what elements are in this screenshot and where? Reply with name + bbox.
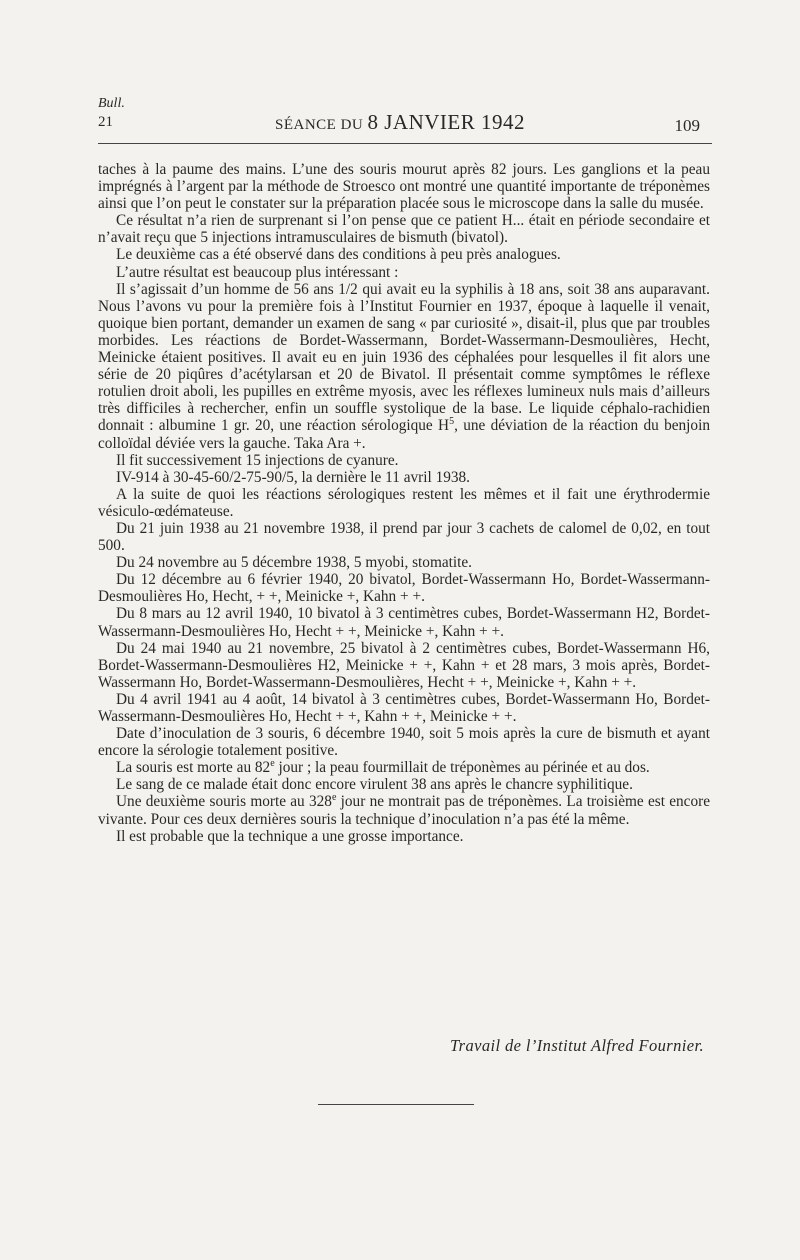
paragraph-text: jour ; la peau fourmillait de tréponèmes au périnée et au dos. [274, 759, 650, 777]
paragraph-text: Il s’agissait d’un homme de 56 ans 1/2 qui avait eu la syphilis à 18 ans, soit 38 ans auparavant. Nous l’avons vu pour la première fois à l’Institut Fournier en 1937, époque à laquelle il venait, quoique bien portant, demander un examen de sang « par curiosité », disait-il, plus que par troubles morbides. Les réactions de Bordet-Wassermann, Bordet-Wassermann-Desmoulières, Hecht, Meinicke étaient positives. Il avait eu en juin 1936 des céphalées pour lesquelles il fit alors une série de 20 piqûres d’acétylarsan et 20 de Bivatol. Il présentait comme symptômes le réflexe rotulien droit aboli, les pupilles en extrême myosis, avec les réflexes lumineux nuls mais d’ailleurs très difficiles à rechercher, enfin un souffle systolique de la base. Le liquide céphalo-rachidien donnait : albumine 1 gr. 20, une réaction sérologique H [98, 280, 710, 435]
paragraph [98, 793, 710, 827]
paragraph: IV-914 à 30-45-60/2-75-90/5, la dernière le 11 avril 1938. [116, 468, 471, 486]
paragraph: Il fit successivement 15 injections de cyanure. [116, 451, 399, 469]
volume-number: 21 [98, 114, 113, 130]
article-body [98, 161, 710, 845]
paragraph: Du 24 novembre au 5 décembre 1938, 5 myobi, stomatite. [116, 554, 472, 572]
paragraph-text: Une deuxième souris morte au 328 [116, 793, 332, 811]
paragraph: Du 24 mai 1940 au 21 novembre, 25 bivatol à 2 centimètres cubes, Bordet-Wassermann H6, Bordet-Wassermann-Desmoulières H2, Meinicke + +, Kahn + et 28 mars, 3 mois après, Bordet-Wassermann Ho, Bordet-Wassermann-Desmoulières, Hecht + +, Meinicke +, Kahn + +. [98, 639, 710, 691]
paragraph: A la suite de quoi les réactions sérologiques restent les mêmes et il fait une érythrodermie vésiculo-œdémateuse. [98, 485, 710, 520]
paragraph: Du 12 décembre au 6 février 1940, 20 bivatol, Bordet-Wassermann Ho, Bordet-Wassermann-Desmoulières Ho, Hecht, + +, Meinicke +, Kahn + +. [98, 571, 710, 606]
page-number: 109 [674, 116, 700, 135]
paragraph: Du 21 juin 1938 au 21 novembre 1938, il prend par jour 3 cachets de calomel de 0,02, en tout 500. [98, 519, 710, 555]
superscript: e [270, 758, 275, 770]
paragraph: Le deuxième cas a été observé dans des conditions à peu près analogues. [116, 246, 561, 264]
header-rule [98, 143, 712, 144]
running-title-prefix: SÉANCE DU [274, 117, 364, 133]
footer-rule [318, 1104, 474, 1105]
paragraph: Il est probable que la technique a une grosse importance. [116, 827, 464, 845]
paragraph-text: La souris est morte au 82 [116, 759, 271, 777]
superscript: 5 [449, 416, 455, 428]
institution-signature: Travail de l’Institut Alfred Fournier. [450, 1036, 704, 1055]
paragraph-text: , une déviation de la réaction du benjoin colloïdal déviée vers la gauche. Taka Ara +. [98, 417, 710, 452]
paragraph: Du 4 avril 1941 au 4 août, 14 bivatol à 3 centimètres cubes, Bordet-Wassermann Ho, Bordet-Wassermann-Desmoulières Ho, Hecht + +, Kahn + +, Meinicke + +. [98, 690, 710, 725]
paragraph [98, 281, 710, 452]
paragraph: Ce résultat n’a rien de surprenant si l’on pense que ce patient H... était en période secondaire et n’avait reçu que 5 injections intramusculaires de bismuth (bivatol). [98, 212, 710, 247]
paragraph [98, 759, 710, 776]
paragraph: taches à la paume des mains. L’une des souris mourut après 82 jours. Les ganglions et la peau imprégnés à l’argent par la méthode de Stroesco ont montré une quantité importante de tréponèmes ainsi que l’on peut le constater sur la préparation placée sous le microscope dans la salle du musée. [98, 161, 710, 213]
paragraph-text: jour ne montrait pas de tréponèmes. La troisième est encore vivante. Pour ces deux dernières souris la technique d’inoculation n’a pas été la même. [98, 793, 710, 828]
running-title-date: 8 JANVIER 1942 [367, 110, 525, 134]
paragraph: Du 8 mars au 12 avril 1940, 10 bivatol à 3 centimètres cubes, Bordet-Wassermann H2, Bordet-Wassermann-Desmoulières Ho, Hecht + +, Meinicke +, Kahn + +. [98, 605, 710, 640]
journal-abbreviation: Bull. [98, 96, 125, 111]
paragraph: Date d’inoculation de 3 souris, 6 décembre 1940, soit 5 mois après la cure de bismuth et ayant encore la sérologie totalement positive. [98, 725, 710, 760]
paragraph: L’autre résultat est beaucoup plus intéressant : [116, 263, 399, 281]
superscript: e [331, 792, 337, 804]
paragraph: Le sang de ce malade était donc encore virulent 38 ans après le chancre syphilitique. [116, 776, 633, 794]
